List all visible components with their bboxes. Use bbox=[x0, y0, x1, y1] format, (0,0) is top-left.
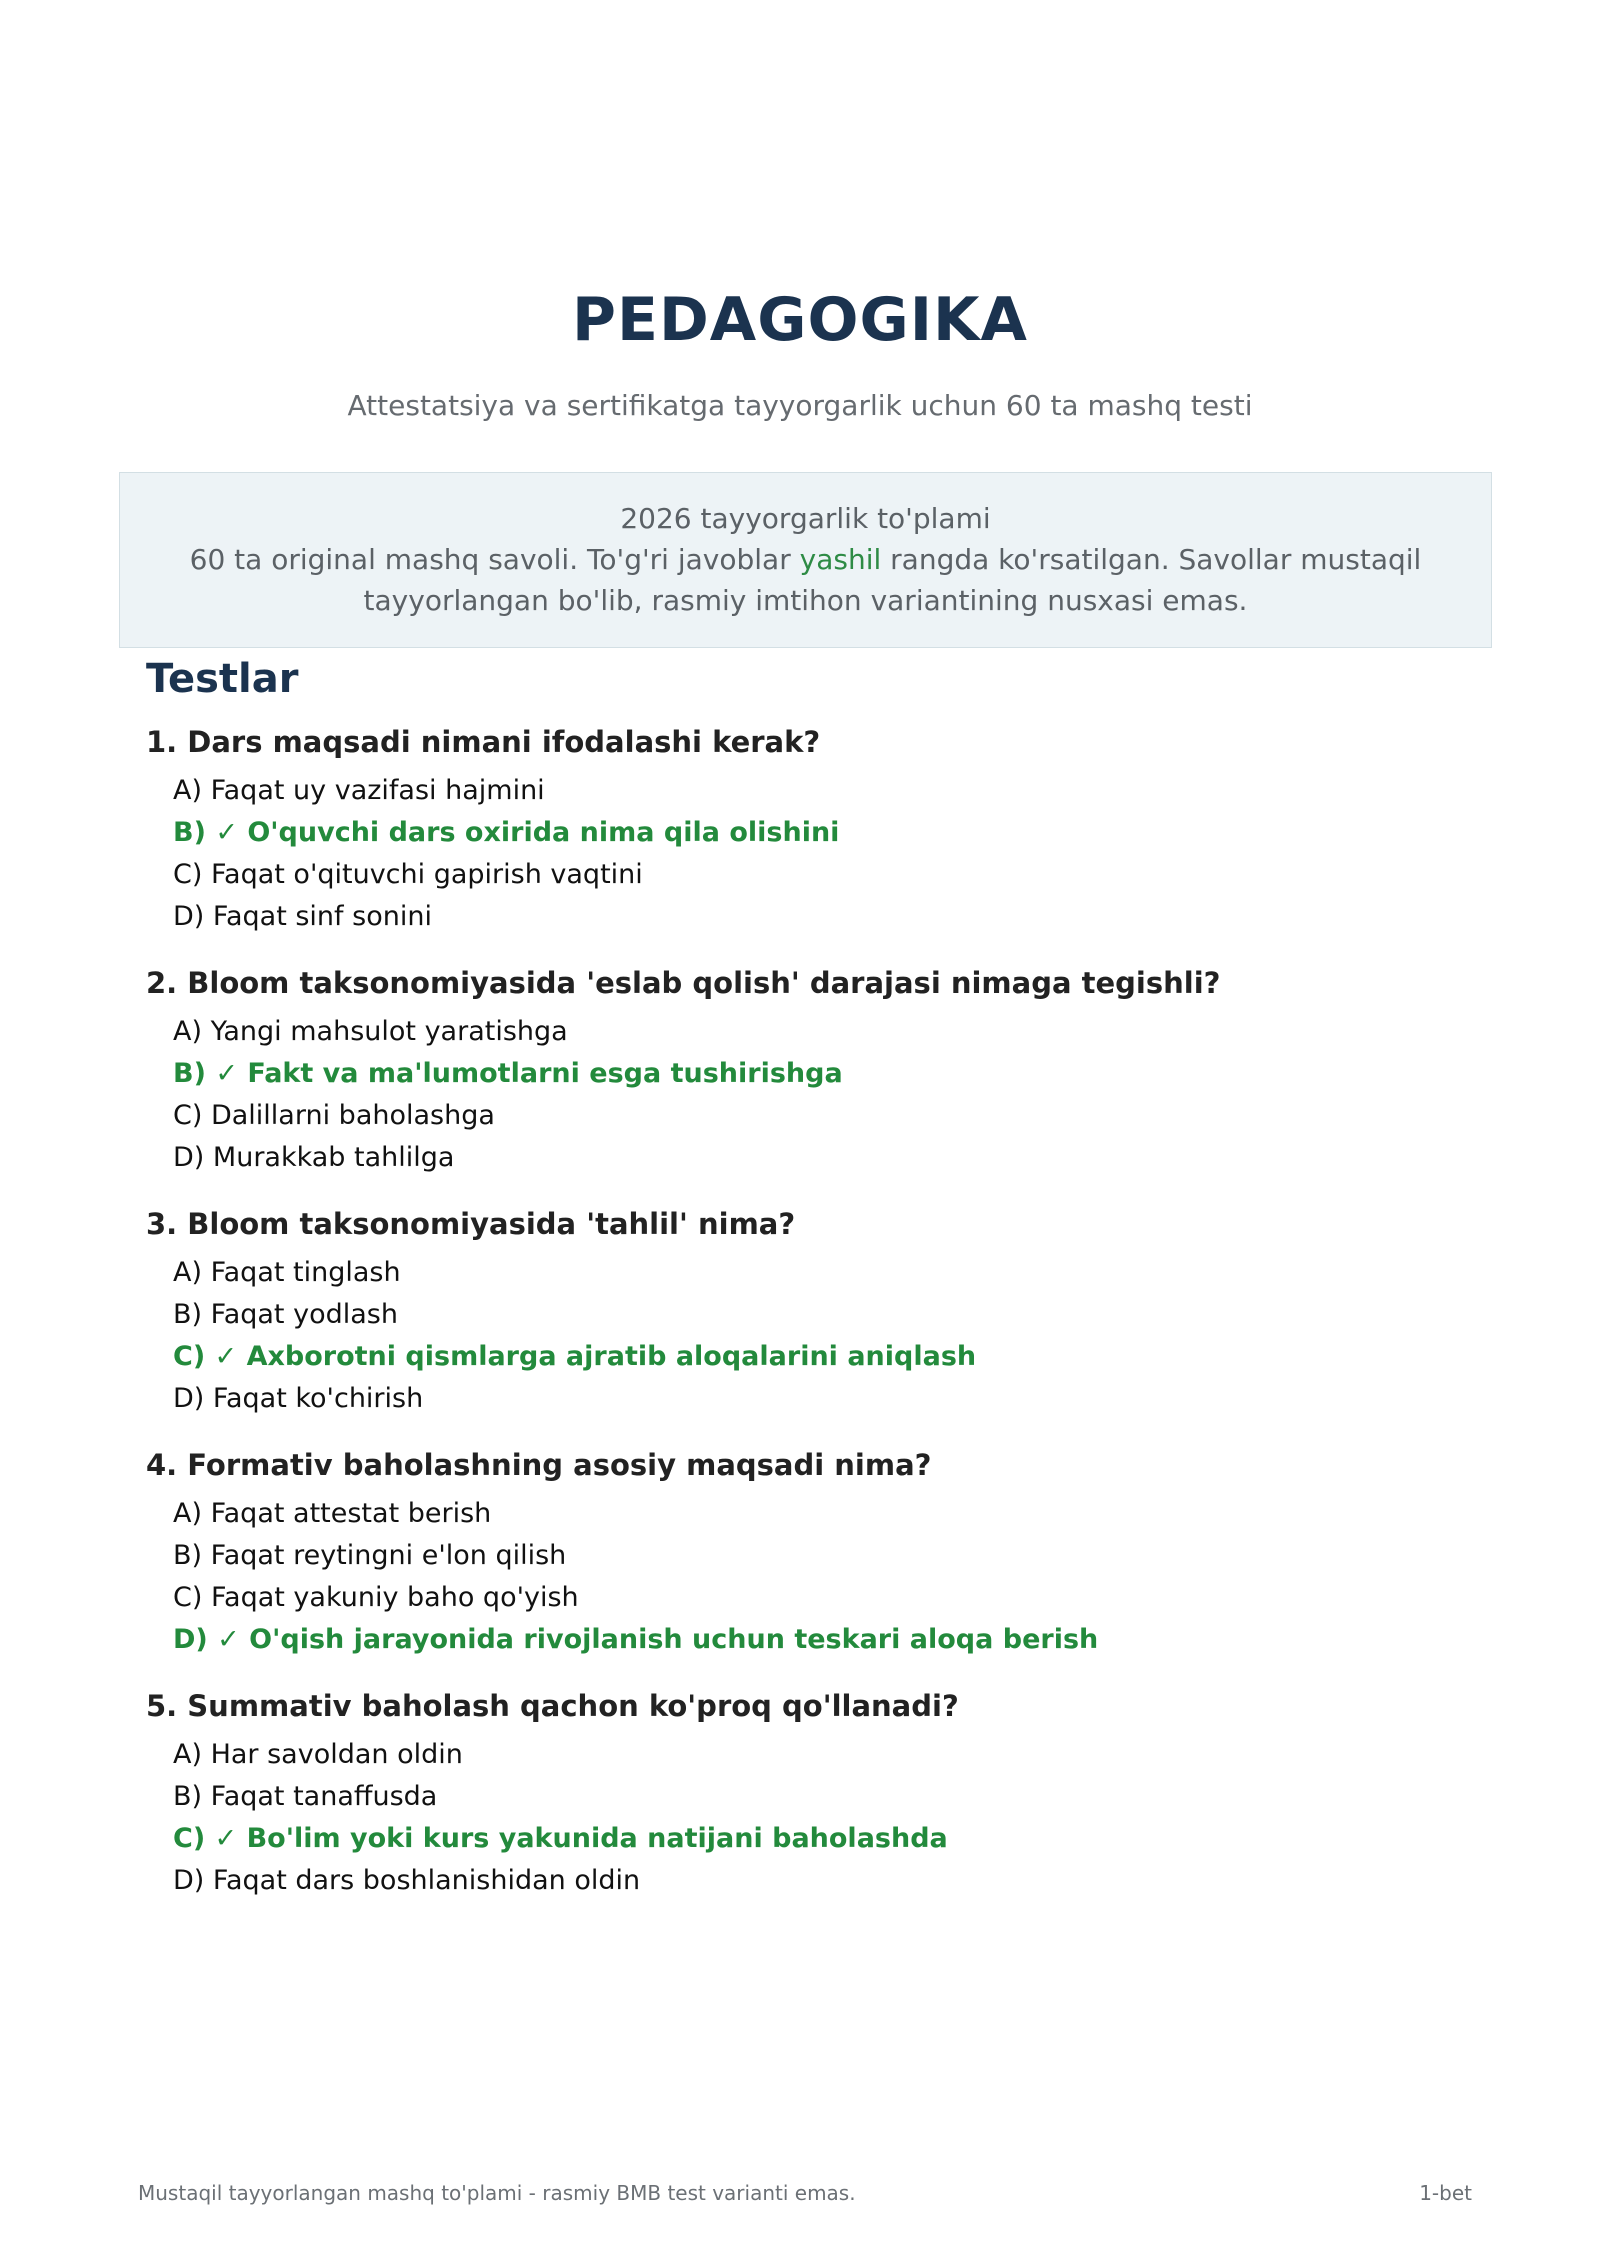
correct-answer-option: D) ✓ O'qish jarayonida rivojlanish uchun teskari aloqa berish bbox=[173, 1624, 1099, 1655]
footer-note: Mustaqil tayyorlangan mashq to'plami - rasmiy BMB test varianti emas. bbox=[138, 2181, 856, 2205]
answer-option: D) Faqat sinf sonini bbox=[173, 901, 432, 932]
question-1 bbox=[146, 720, 1446, 961]
page-title: PEDAGOGIKA bbox=[572, 285, 1028, 355]
question-text: 3. Bloom taksonomiyasida 'tahlil' nima? bbox=[146, 1207, 796, 1241]
question-text: 4. Formativ baholashning asosiy maqsadi nima? bbox=[146, 1448, 932, 1482]
answer-option: D) Faqat ko'chirish bbox=[173, 1383, 424, 1414]
info-line-2-start: 60 ta original mashq savoli. To'g'ri javoblar bbox=[189, 543, 800, 576]
info-line-2-end: rangda ko'rsatilgan. Savollar mustaqil bbox=[881, 543, 1422, 576]
page-number: 1-bet bbox=[1419, 2181, 1472, 2205]
question-text: 2. Bloom taksonomiyasida 'eslab qolish' darajasi nimaga tegishli? bbox=[146, 966, 1221, 1000]
info-line-2 bbox=[120, 539, 1491, 580]
info-line-3: tayyorlangan bo'lib, rasmiy imtihon variantining nusxasi emas. bbox=[363, 584, 1248, 617]
question-list bbox=[146, 720, 1446, 1925]
answer-option: D) Murakkab tahlilga bbox=[173, 1142, 455, 1173]
answer-option: C) Faqat o'qituvchi gapirish vaqtini bbox=[173, 859, 643, 890]
question-text: 5. Summativ baholash qachon ko'proq qo'llanadi? bbox=[146, 1689, 959, 1723]
correct-answer-option: C) ✓ Axborotni qismlarga ajratib aloqalarini aniqlash bbox=[173, 1341, 977, 1372]
answer-option: B) Faqat reytingni e'lon qilish bbox=[173, 1540, 567, 1571]
question-text: 1. Dars maqsadi nimani ifodalashi kerak? bbox=[146, 725, 821, 759]
question-2 bbox=[146, 961, 1446, 1202]
question-4 bbox=[146, 1443, 1446, 1684]
answer-option: B) Faqat tanaffusda bbox=[173, 1781, 438, 1812]
question-5 bbox=[146, 1684, 1446, 1925]
info-highlight-word: yashil bbox=[799, 543, 882, 576]
answer-option: C) Dalillarni baholashga bbox=[173, 1100, 495, 1131]
info-box bbox=[119, 472, 1492, 648]
answer-option: B) Faqat yodlash bbox=[173, 1299, 398, 1330]
answer-option: A) Faqat tinglash bbox=[173, 1257, 401, 1288]
section-heading: Testlar bbox=[146, 656, 299, 702]
page-subtitle: Attestatsiya va sertifikatga tayyorgarlik uchun 60 ta mashq testi bbox=[347, 389, 1253, 422]
answer-option: C) Faqat yakuniy baho qo'yish bbox=[173, 1582, 579, 1613]
correct-answer-option: B) ✓ O'quvchi dars oxirida nima qila olishini bbox=[173, 817, 840, 848]
answer-option: D) Faqat dars boshlanishidan oldin bbox=[173, 1865, 641, 1896]
answer-option: A) Yangi mahsulot yaratishga bbox=[173, 1016, 568, 1047]
answer-option: A) Har savoldan oldin bbox=[173, 1739, 463, 1770]
correct-answer-option: B) ✓ Fakt va ma'lumotlarni esga tushirishga bbox=[173, 1058, 843, 1089]
correct-answer-option: C) ✓ Bo'lim yoki kurs yakunida natijani baholashda bbox=[173, 1823, 948, 1854]
question-3 bbox=[146, 1202, 1446, 1443]
info-line-1: 2026 tayyorgarlik to'plami bbox=[620, 502, 991, 535]
answer-option: A) Faqat uy vazifasi hajmini bbox=[173, 775, 545, 806]
answer-option: A) Faqat attestat berish bbox=[173, 1498, 492, 1529]
